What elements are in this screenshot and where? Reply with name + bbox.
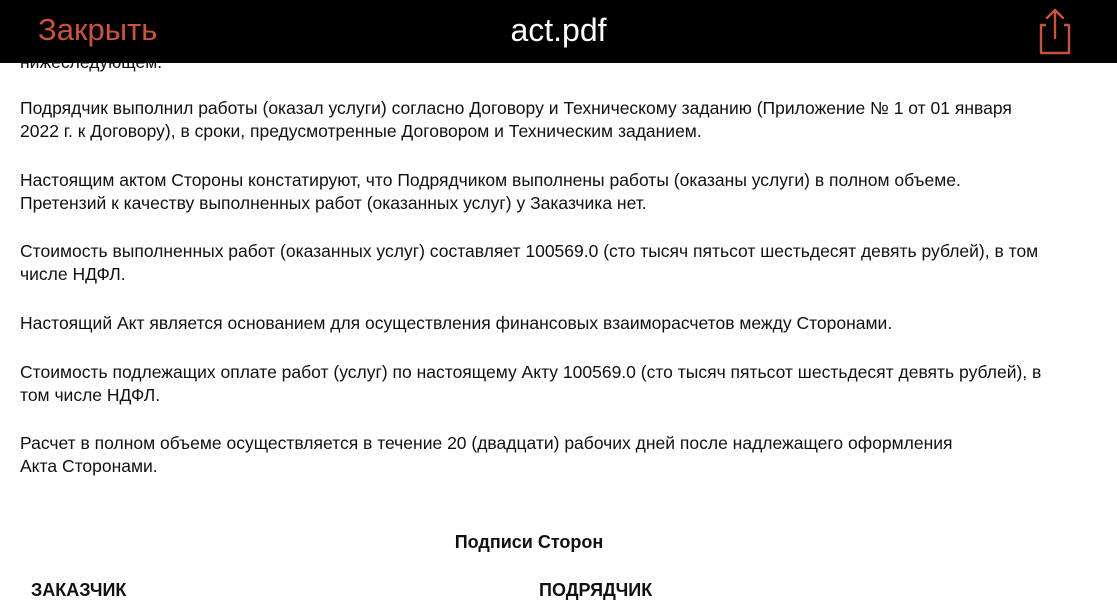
paragraph-settlement: Расчет в полном объеме осуществляется в течение 20 (двадцати) рабочих дней после надлежащего оформления Акта Сторонами. bbox=[20, 433, 953, 476]
pdf-page[interactable] bbox=[0, 63, 1117, 600]
paragraph-no-claims: Настоящим актом Стороны констатируют, что Подрядчиком выполнены работы (оказаны услуги) в полном объеме. Претензий к качеству выполненных работ (оказанных услуг) у Заказчика нет. bbox=[20, 170, 961, 213]
signatures-title: Подписи Сторон bbox=[454, 532, 604, 552]
share-icon bbox=[1030, 5, 1080, 57]
paragraph-work-done: Подрядчик выполнил работы (оказал услуги) согласно Договору и Техническому заданию (Приложение № 1 от 01 января 2022 г. к Договору), в сроки, предусмотренные Договором и Техническим заданием. bbox=[20, 98, 1012, 141]
top-toolbar bbox=[0, 0, 1117, 63]
close-button[interactable]: Закрыть bbox=[38, 9, 157, 51]
paragraph-cost: Стоимость выполненных работ (оказанных услуг) составляет 100569.0 (сто тысяч пятьсот шестьдесят девять рублей), в том числе НДФЛ. bbox=[20, 241, 1039, 284]
document-title: act.pdf bbox=[510, 12, 607, 48]
paragraph-payment-amount: Стоимость подлежащих оплате работ (услуг) по настоящему Акту 100569.0 (сто тысяч пятьсот шестьдесят девять рублей), в том числе НДФЛ. bbox=[20, 362, 1042, 405]
customer-label: ЗАКАЗЧИК bbox=[31, 580, 127, 600]
paragraph-basis: Настоящий Акт является основанием для осуществления финансовых взаиморасчетов между Сторонами. bbox=[20, 313, 893, 333]
contractor-label: ПОДРЯДЧИК bbox=[539, 580, 653, 600]
share-button[interactable] bbox=[1030, 5, 1080, 57]
